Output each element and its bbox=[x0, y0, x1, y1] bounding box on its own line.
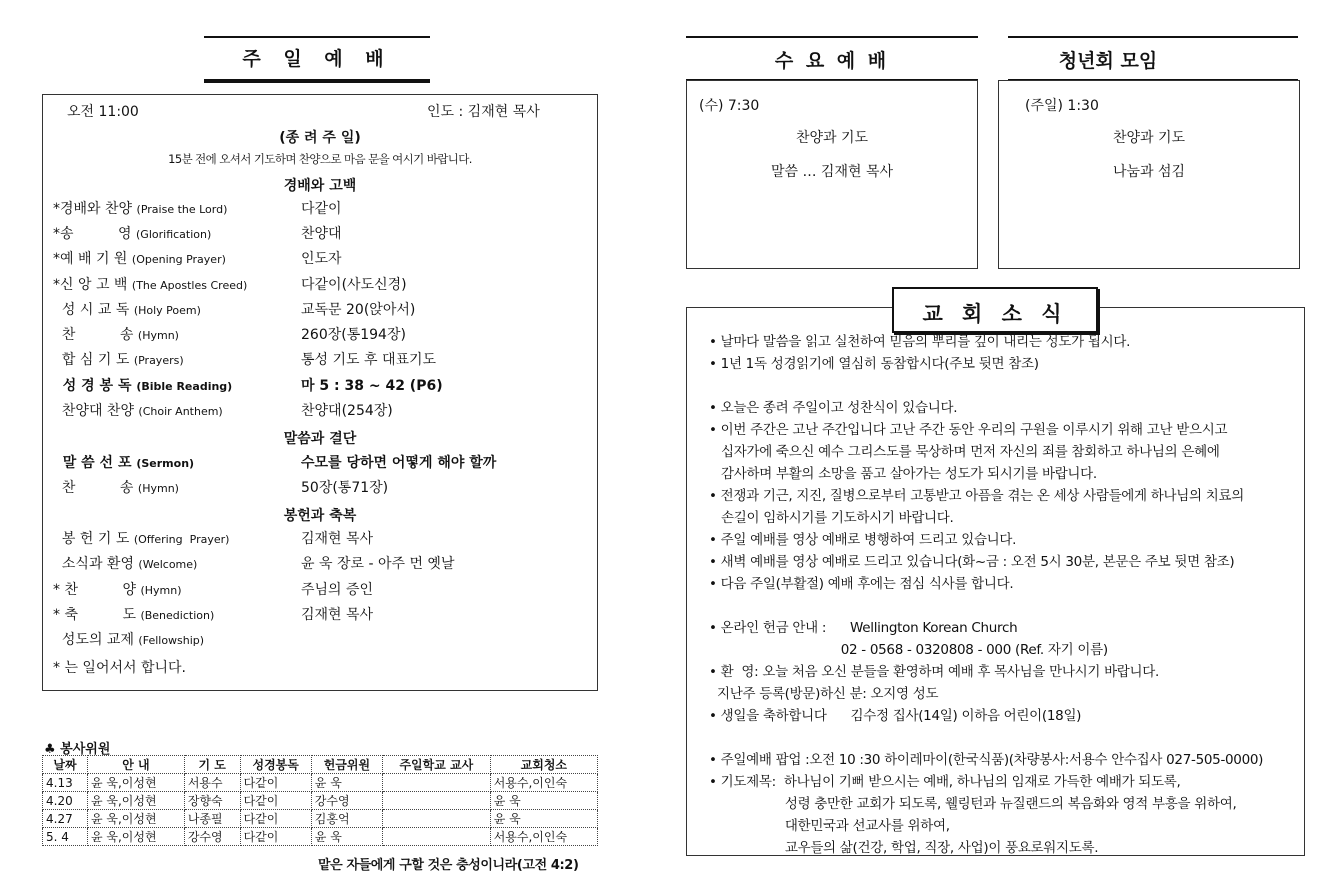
news-line: • 이번 주간은 고난 주간입니다 고난 주간 동안 우리의 구원을 이루시기 위해 고난 받으시고 bbox=[709, 422, 1228, 438]
youth-time: (주일) 1:30 bbox=[1025, 98, 1099, 114]
order-item-label bbox=[53, 578, 182, 603]
news-line: • 주일 예배를 영상 예배로 병행하여 드리고 있습니다. bbox=[709, 532, 1017, 548]
duty-row bbox=[43, 828, 598, 846]
order-item-label bbox=[53, 476, 179, 501]
order-item-label bbox=[53, 399, 223, 424]
news-line: 대한민국과 선교사를 위하여, bbox=[709, 818, 950, 834]
order-item bbox=[43, 323, 597, 348]
order-item-korean: 찬 송 bbox=[53, 327, 138, 343]
section-word: 말씀과 결단 bbox=[283, 431, 357, 447]
news-line: • 전쟁과 기근, 지진, 질병으로부터 고통받고 아픔을 겪는 온 세상 사람들에게 하나님의 치료의 bbox=[709, 488, 1244, 504]
order-item-value: 수모를 당하면 어떻게 해야 할까 bbox=[301, 455, 497, 471]
news-title: 교 회 소 식 bbox=[922, 302, 1068, 326]
duty-header-cell: 기 도 bbox=[184, 756, 240, 774]
order-item bbox=[43, 603, 597, 628]
duty-cell: 다같이 bbox=[240, 792, 311, 810]
service-time: 오전 11:00 bbox=[67, 104, 139, 120]
news-box bbox=[686, 307, 1305, 856]
duty-header-cell: 안 내 bbox=[87, 756, 184, 774]
duty-cell: 윤 욱,이성현 bbox=[87, 774, 184, 792]
news-line: 감사하며 부활의 소망을 품고 살아가는 성도가 되시기를 바랍니다. bbox=[709, 466, 1097, 482]
order-item-label bbox=[53, 323, 179, 348]
duty-verse: 맡은 자들에게 구할 것은 충성이니라(고전 4:2) bbox=[318, 858, 579, 873]
duty-cell: 윤 욱 bbox=[490, 810, 597, 828]
youth-line2: 나눔과 섬김 bbox=[1112, 164, 1186, 180]
order-item-label bbox=[53, 298, 201, 323]
order-item-value: 윤 욱 장로 - 아주 먼 옛날 bbox=[301, 556, 455, 572]
order-item-korean: *신 앙 고 백 bbox=[53, 277, 132, 293]
service-leader: 인도 : 김재현 목사 bbox=[427, 104, 540, 120]
duty-cell: 다같이 bbox=[240, 774, 311, 792]
order-item-value: 교독문 20(앉아서) bbox=[301, 302, 416, 318]
order-item-value: 260장(통194장) bbox=[301, 327, 406, 343]
duty-title: ♣ 봉사위원 bbox=[44, 742, 111, 757]
duty-cell bbox=[382, 810, 490, 828]
order-item-english: (Benediction) bbox=[140, 609, 215, 622]
order-item-label bbox=[53, 273, 247, 298]
order-item-value: 다같이 bbox=[301, 201, 342, 217]
duty-cell: 서용수,이인숙 bbox=[490, 774, 597, 792]
order-item bbox=[43, 374, 597, 399]
duty-cell: 다같이 bbox=[240, 828, 311, 846]
order-item-english: (Hymn) bbox=[140, 584, 182, 597]
order-item-english: (Bible Reading) bbox=[136, 380, 233, 393]
order-item-english: (Hymn) bbox=[137, 482, 179, 495]
sunday-title-bottom-rule bbox=[204, 79, 430, 83]
news-line: 십자가에 죽으신 예수 그리스도를 묵상하며 먼저 자신의 죄를 참회하고 하나님의 은혜에 bbox=[709, 444, 1220, 460]
duty-cell: 윤 욱,이성현 bbox=[87, 792, 184, 810]
duty-header-cell: 교회청소 bbox=[490, 756, 597, 774]
order-item-english: (Opening Prayer) bbox=[131, 253, 226, 266]
standing-footnote: * 는 일어서서 합니다. bbox=[53, 660, 186, 676]
duty-cell: 4.13 bbox=[43, 774, 88, 792]
order-item-value: 50장(통71장) bbox=[301, 480, 389, 496]
news-title-box bbox=[892, 287, 1098, 333]
order-item-label bbox=[53, 527, 229, 552]
order-item-value: 김재현 목사 bbox=[301, 531, 374, 547]
order-item-label bbox=[53, 197, 227, 222]
duty-cell: 윤 욱,이성현 bbox=[87, 810, 184, 828]
order-item-value: 마 5 : 38 ~ 42 (P6) bbox=[301, 378, 443, 394]
order-item-value: 찬양대(254장) bbox=[301, 403, 393, 419]
section-offering: 봉헌과 축복 bbox=[283, 508, 357, 524]
order-item bbox=[43, 628, 597, 653]
duty-header-cell: 성경봉독 bbox=[240, 756, 311, 774]
order-item-label bbox=[53, 603, 214, 628]
order-item-value: 인도자 bbox=[301, 251, 342, 267]
order-item bbox=[43, 552, 597, 577]
duty-row bbox=[43, 774, 598, 792]
duty-cell: 나종필 bbox=[184, 810, 240, 828]
duty-cell: 강수영 bbox=[311, 792, 382, 810]
order-item-value: 주님의 증인 bbox=[301, 582, 374, 598]
order-item-value: 다같이(사도신경) bbox=[301, 277, 407, 293]
order-item-english: (Glorification) bbox=[136, 228, 212, 241]
wednesday-time: (수) 7:30 bbox=[699, 98, 760, 114]
youth-title-top-rule bbox=[1008, 36, 1298, 38]
duty-cell: 다같이 bbox=[240, 810, 311, 828]
order-item-korean: * 축 도 bbox=[53, 607, 141, 623]
duty-cell bbox=[382, 792, 490, 810]
duty-table bbox=[42, 755, 598, 846]
duty-cell: 윤 욱,이성현 bbox=[87, 828, 184, 846]
duty-cell: 4.20 bbox=[43, 792, 88, 810]
order-item-english: (Sermon) bbox=[136, 457, 195, 470]
occasion-title: (종 려 주 일) bbox=[279, 130, 361, 146]
order-item-label bbox=[53, 348, 184, 373]
duty-cell: 장향숙 bbox=[184, 792, 240, 810]
news-line: • 새벽 예배를 영상 예배로 드리고 있습니다(화~금 : 오전 5시 30분, 본문은 주보 뒷면 참조) bbox=[709, 554, 1235, 570]
order-item-label bbox=[53, 222, 211, 247]
order-item-english: (Prayers) bbox=[133, 354, 184, 367]
duty-cell: 강수영 bbox=[184, 828, 240, 846]
news-line: • 1년 1독 성경읽기에 열심히 동참합시다(주보 뒷면 참조) bbox=[709, 356, 1039, 372]
duty-cell: 5. 4 bbox=[43, 828, 88, 846]
order-item-korean: *경배와 찬양 bbox=[53, 201, 137, 217]
arrival-notice: 15분 전에 오셔서 기도하며 찬양으로 마음 문을 여시기 바랍니다. bbox=[168, 152, 472, 166]
order-item bbox=[43, 476, 597, 501]
duty-cell: 서용수 bbox=[184, 774, 240, 792]
news-line: 02 - 0568 - 0320808 - 000 (Ref. 자기 이름) bbox=[709, 642, 1108, 658]
news-line: 성령 충만한 교회가 되도록, 웰링턴과 뉴질랜드의 복음화와 영적 부흥을 위하여, bbox=[709, 796, 1237, 812]
duty-header-cell: 날짜 bbox=[43, 756, 88, 774]
duty-cell: 김홍억 bbox=[311, 810, 382, 828]
order-item-label bbox=[53, 628, 204, 653]
news-line: • 다음 주일(부활절) 예배 후에는 점심 식사를 합니다. bbox=[709, 576, 1014, 592]
order-item-korean: 성도의 교제 bbox=[53, 632, 139, 648]
order-item-english: (Fellowship) bbox=[138, 634, 205, 647]
duty-cell: 4.27 bbox=[43, 810, 88, 828]
news-line: • 온라인 헌금 안내 : Wellington Korean Church bbox=[709, 620, 1018, 636]
wednesday-box bbox=[686, 80, 978, 269]
duty-cell: 윤 욱 bbox=[490, 792, 597, 810]
sunday-title: 주 일 예 배 bbox=[242, 48, 392, 70]
news-line: 손길이 임하시기를 기도하시기 바랍니다. bbox=[709, 510, 954, 526]
order-item bbox=[43, 247, 597, 272]
order-item bbox=[43, 222, 597, 247]
order-item-label bbox=[53, 552, 197, 577]
wednesday-line1: 찬양과 기도 bbox=[795, 130, 869, 146]
order-item bbox=[43, 197, 597, 222]
order-item bbox=[43, 527, 597, 552]
order-item-english: (Holy Poem) bbox=[133, 304, 201, 317]
order-item-english: (Choir Anthem) bbox=[138, 405, 223, 418]
news-line: • 주일예배 팝업 :오전 10 :30 하이레마이(한국식품)(차량봉사:서용수 안수집사 027-505-0000) bbox=[709, 752, 1264, 768]
order-item-korean: 찬양대 찬양 bbox=[53, 403, 139, 419]
order-item bbox=[43, 298, 597, 323]
duty-cell bbox=[382, 774, 490, 792]
order-item-korean: 봉 헌 기 도 bbox=[53, 531, 134, 547]
order-item-korean: 성 경 봉 독 bbox=[53, 378, 137, 394]
news-line: • 기도제목: 하나님이 기뻐 받으시는 예배, 하나님의 임재로 가득한 예배가 되도록, bbox=[709, 774, 1181, 790]
order-item-label bbox=[53, 247, 226, 272]
order-item-value: 김재현 목사 bbox=[301, 607, 374, 623]
youth-title: 청년회 모임 bbox=[1058, 50, 1158, 72]
order-item-korean: * 찬 양 bbox=[53, 582, 141, 598]
order-item-english: (The Apostles Creed) bbox=[131, 279, 248, 292]
duty-header-cell: 헌금위원 bbox=[311, 756, 382, 774]
duty-cell: 윤 욱 bbox=[311, 774, 382, 792]
duty-row bbox=[43, 810, 598, 828]
order-item-korean: 성 시 교 독 bbox=[53, 302, 134, 318]
duty-cell: 서용수,이인숙 bbox=[490, 828, 597, 846]
order-item-english: (Praise the Lord) bbox=[136, 203, 228, 216]
order-item-korean: *송 영 bbox=[53, 226, 137, 242]
news-line: • 오늘은 종려 주일이고 성찬식이 있습니다. bbox=[709, 400, 958, 416]
wednesday-title-top-rule bbox=[686, 36, 978, 38]
duty-header-cell: 주일학교 교사 bbox=[382, 756, 490, 774]
order-item-korean: 합 심 기 도 bbox=[53, 352, 134, 368]
order-item-label bbox=[53, 374, 232, 399]
order-item-english: (Offering Prayer) bbox=[133, 533, 230, 546]
order-item-korean: *예 배 기 원 bbox=[53, 251, 132, 267]
order-item-label bbox=[53, 451, 194, 476]
wednesday-title: 수 요 예 배 bbox=[774, 50, 890, 72]
youth-line1: 찬양과 기도 bbox=[1112, 130, 1186, 146]
duty-row bbox=[43, 792, 598, 810]
youth-box bbox=[998, 80, 1300, 269]
order-item-korean: 소식과 환영 bbox=[53, 556, 139, 572]
order-item-english: (Welcome) bbox=[138, 558, 198, 571]
news-line: • 날마다 말씀을 읽고 실천하여 믿음의 뿌리를 깊이 내리는 성도가 됩시다. bbox=[709, 334, 1131, 350]
order-item-english: (Hymn) bbox=[137, 329, 179, 342]
order-item bbox=[43, 273, 597, 298]
wednesday-line2: 말씀 … 김재현 목사 bbox=[770, 164, 894, 180]
order-item-value: 통성 기도 후 대표기도 bbox=[301, 352, 437, 368]
order-item bbox=[43, 578, 597, 603]
order-item-korean: 말 씀 선 포 bbox=[53, 455, 137, 471]
order-item-korean: 찬 송 bbox=[53, 480, 138, 496]
duty-cell: 윤 욱 bbox=[311, 828, 382, 846]
news-line: 지난주 등록(방문)하신 분: 오지영 성도 bbox=[709, 686, 939, 702]
news-line: • 환 영: 오늘 처음 오신 분들을 환영하며 예배 후 목사님을 만나시기 바랍니다. bbox=[709, 664, 1160, 680]
section-adoration: 경배와 고백 bbox=[283, 178, 357, 194]
sunday-order-box bbox=[42, 94, 598, 691]
duty-cell bbox=[382, 828, 490, 846]
news-line: 교우들의 삶(건강, 학업, 직장, 사업)이 풍요로워지도록. bbox=[709, 840, 1099, 856]
news-line: • 생일을 축하합니다 김수정 집사(14일) 이하음 어린이(18일) bbox=[709, 708, 1082, 724]
order-item bbox=[43, 451, 597, 476]
order-item bbox=[43, 399, 597, 424]
order-item-value: 찬양대 bbox=[301, 226, 342, 242]
sunday-title-top-rule bbox=[204, 36, 430, 38]
order-item bbox=[43, 348, 597, 373]
